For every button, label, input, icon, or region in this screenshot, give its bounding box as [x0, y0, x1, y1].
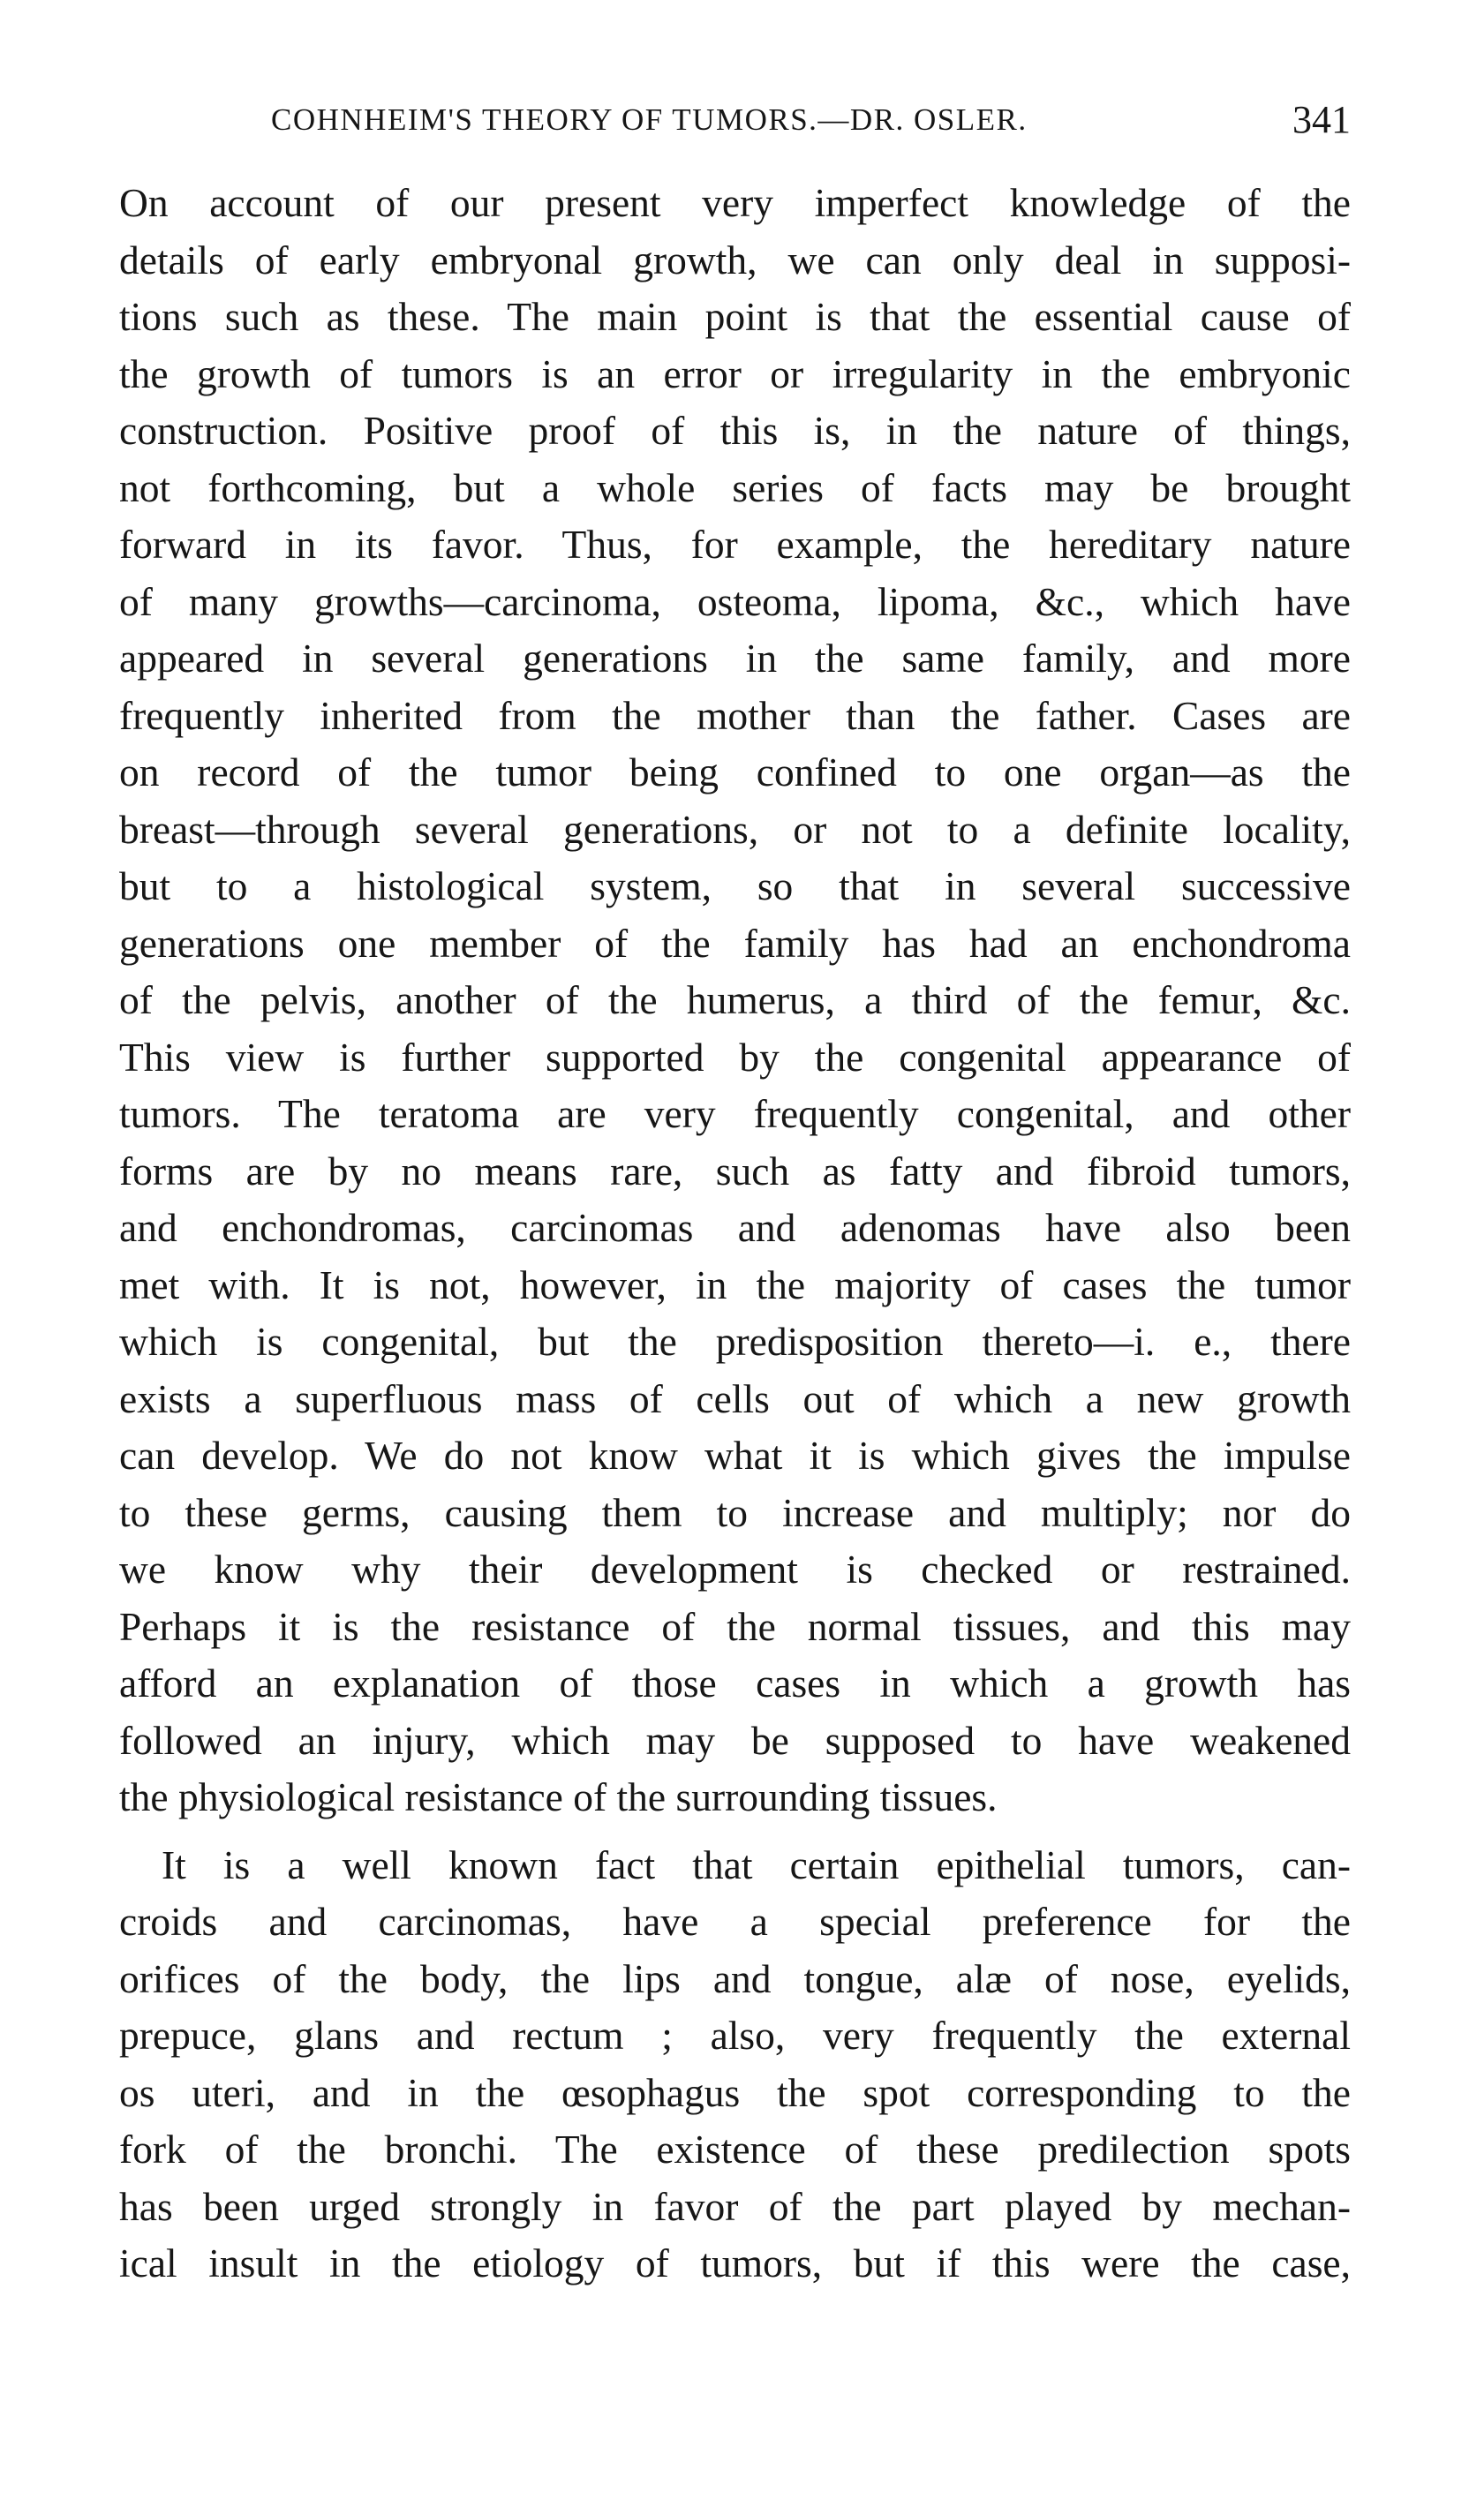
paragraph-2	[119, 1837, 1351, 2293]
running-head: COHNHEIM'S THEORY OF TUMORS.—DR. OSLER.	[271, 102, 1028, 137]
text-line: generations one member of the family has had an enchondroma	[119, 920, 1351, 966]
text-line: orifices of the body, the lips and tongue, alæ of nose, eyelids,	[119, 1955, 1351, 2001]
text-line: followed an injury, which may be supposed to have weakened	[119, 1717, 1351, 1763]
text-line: the physiological resistance of the surrounding tissues.	[119, 1774, 998, 1819]
text-line: we know why their development is checked or restrained.	[119, 1547, 1351, 1592]
text-line: This view is further supported by the congenital appearance of	[119, 1034, 1351, 1080]
text-line: On account of our present very imperfect knowledge of the	[119, 180, 1351, 225]
text-line: the growth of tumors is an error or irregularity in the embryonic	[119, 350, 1351, 396]
text-line: fork of the bronchi. The existence of these predilection spots	[119, 2127, 1351, 2172]
text-line: construction. Positive proof of this is, in the nature of things,	[119, 408, 1351, 453]
text-line: of many growths—carcinoma, osteoma, lipoma, &c., which have	[119, 578, 1351, 624]
text-line: exists a superfluous mass of cells out of which a new growth	[119, 1375, 1351, 1421]
text-line: can develop. We do not know what it is which gives the impulse	[119, 1433, 1351, 1478]
text-line: afford an explanation of those cases in which a growth has	[119, 1660, 1351, 1706]
text-line: forms are by no means rare, such as fatty and fibroid tumors,	[119, 1148, 1351, 1194]
text-line: which is congenital, but the predisposition thereto—i. e., there	[119, 1319, 1351, 1364]
text-line: prepuce, glans and rectum ; also, very frequently the external	[119, 2013, 1351, 2058]
page-header	[119, 92, 1351, 154]
text-line: breast—through several generations, or not to a definite locality,	[119, 806, 1351, 852]
text-line: of the pelvis, another of the humerus, a third of the femur, &c.	[119, 977, 1351, 1022]
text-line: ical insult in the etiology of tumors, but if this were the case,	[119, 2240, 1351, 2285]
text-line: on record of the tumor being confined to one organ—as the	[119, 749, 1351, 794]
text-line: croids and carcinomas, have a special preference for the	[119, 1899, 1351, 1944]
page-number: 341	[1292, 98, 1351, 141]
text-line: but to a histological system, so that in several successive	[119, 863, 1351, 908]
text-line: details of early embryonal growth, we can only deal in supposi-	[119, 237, 1351, 282]
text-line: It is a well known fact that certain epithelial tumors, can-	[162, 1841, 1351, 1887]
text-line: and enchondromas, carcinomas and adenomas have also been	[119, 1205, 1351, 1250]
text-line: to these germs, causing them to increase and multiply; nor do	[119, 1489, 1351, 1535]
text-line: frequently inherited from the mother than the father. Cases are	[119, 692, 1351, 738]
text-line: has been urged strongly in favor of the part played by mechan-	[119, 2183, 1351, 2229]
text-line: tions such as these. The main point is that the essential cause of	[119, 294, 1351, 339]
text-line: not forthcoming, but a whole series of facts may be brought	[119, 464, 1351, 510]
text-line: os uteri, and in the œsophagus the spot corresponding to the	[119, 2069, 1351, 2115]
text-line: met with. It is not, however, in the majority of cases the tumor	[119, 1261, 1351, 1307]
body-text	[119, 175, 1351, 2293]
text-line: appeared in several generations in the same family, and more	[119, 636, 1351, 681]
text-line: tumors. The teratoma are very frequently congenital, and other	[119, 1091, 1351, 1136]
text-line: forward in its favor. Thus, for example, the hereditary nature	[119, 522, 1351, 567]
paragraph-1	[119, 175, 1351, 1826]
text-line: Perhaps it is the resistance of the normal tissues, and this may	[119, 1603, 1351, 1649]
